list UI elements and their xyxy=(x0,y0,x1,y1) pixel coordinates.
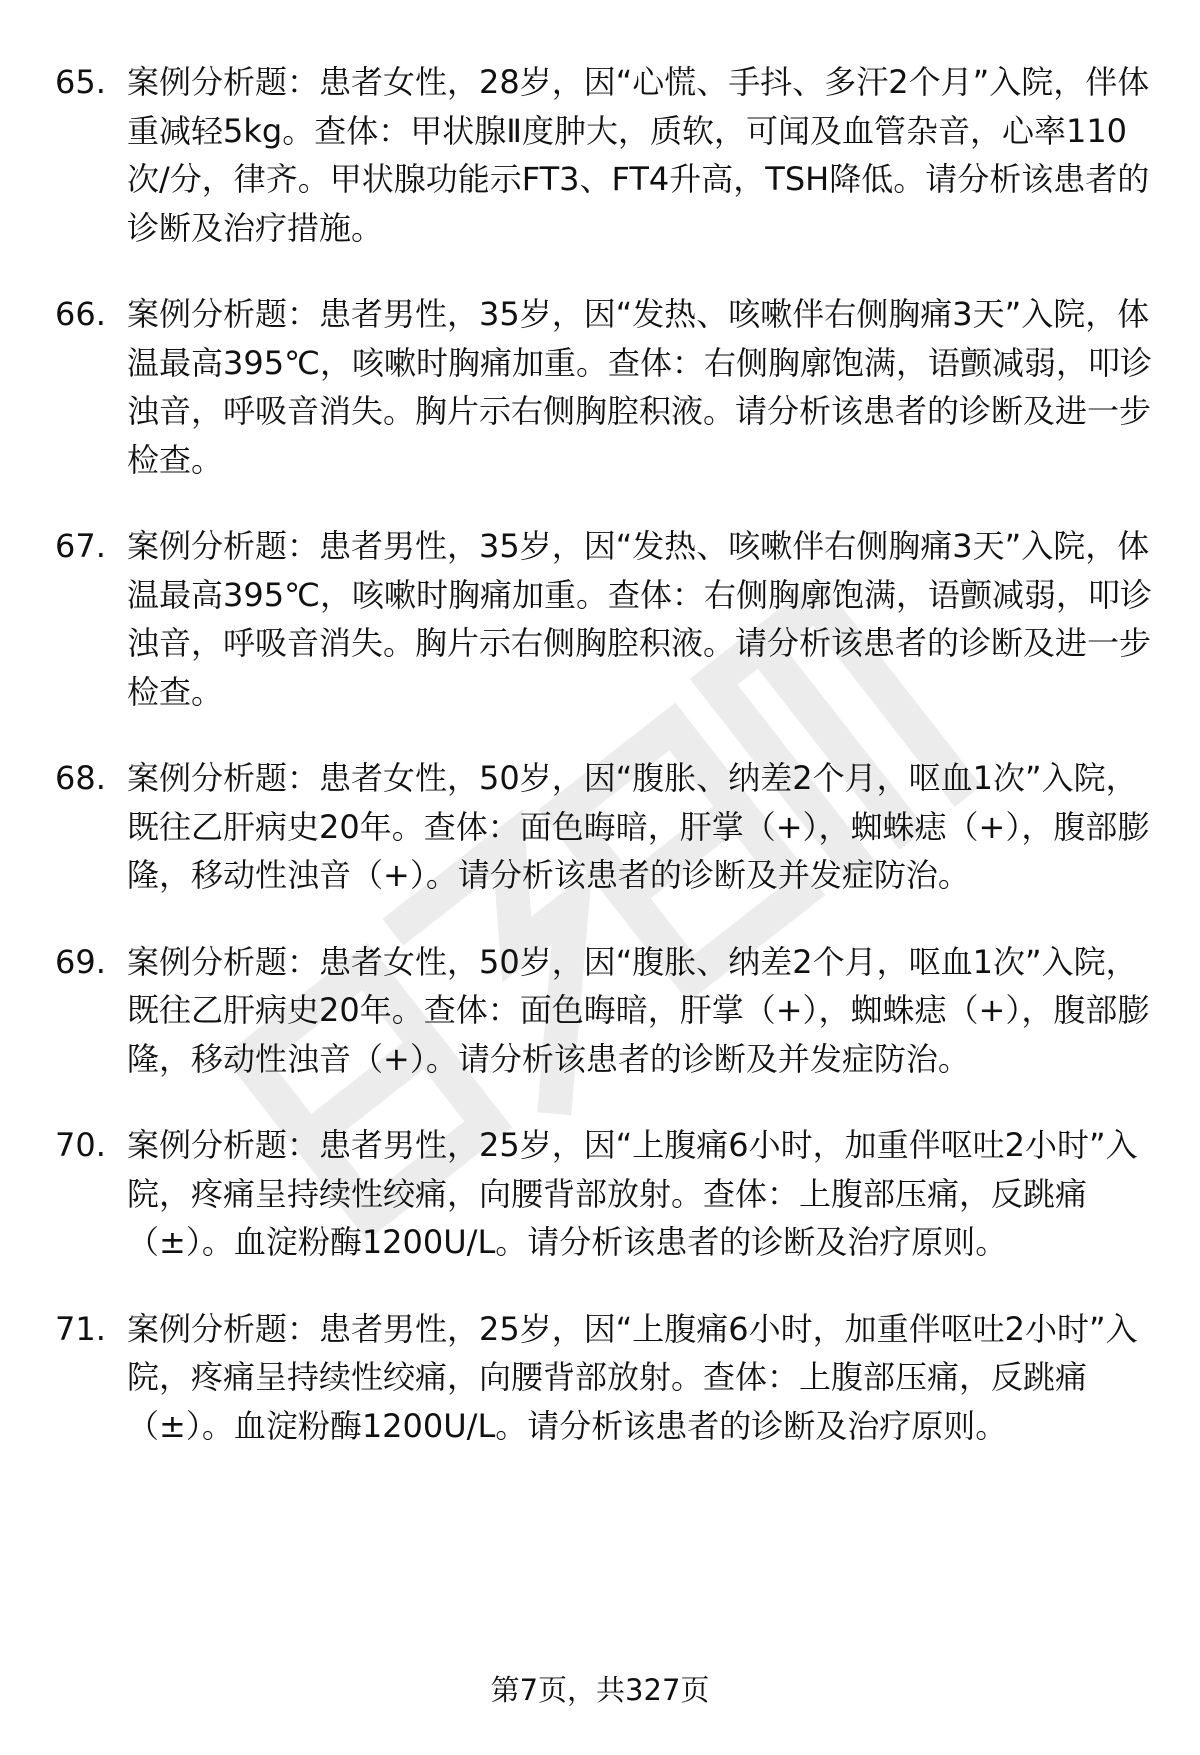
question-number: 70. xyxy=(55,1126,106,1164)
question-text: 案例分析题：患者男性，35岁，因“发热、咳嗽伴右侧胸痛3天”入院，体温最高395℃，咳嗽时胸痛加重。查体：右侧胸廓饱满，语颤减弱，叩诊浊音，呼吸音消失。胸片示右侧胸腔积液。请分析该患者的诊断及进一步检查。 xyxy=(127,295,1153,479)
question-item xyxy=(55,1121,1165,1267)
question-text: 案例分析题：患者女性，50岁，因“腹胀、纳差2个月，呕血1次”入院，既往乙肝病史20年。查体：面色晦暗，肝掌（+），蜘蛛痣（+），腹部膨隆，移动性浊音（+）。请分析该患者的诊断及并发症防治。 xyxy=(127,942,1150,1078)
question-text: 案例分析题：患者女性，50岁，因“腹胀、纳差2个月，呕血1次”入院，既往乙肝病史20年。查体：面色晦暗，肝掌（+），蜘蛛痣（+），腹部膨隆，移动性浊音（+）。请分析该患者的诊断及并发症防治。 xyxy=(127,759,1150,894)
question-number: 65. xyxy=(55,63,106,101)
question-text: 案例分析题：患者男性，25岁，因“上腹痛6小时，加重伴呕吐2小时”入院，疼痛呈持续性绞痛，向腰背部放射。查体：上腹部压痛，反跳痛（±）。血淀粉酶1200U/L。请分析该患者的诊断及治疗原则。 xyxy=(127,1309,1138,1445)
question-list xyxy=(55,58,1165,1488)
question-item xyxy=(55,938,1165,1084)
page-number-label: 第7页，共327页 xyxy=(490,1673,710,1707)
question-number: 71. xyxy=(55,1309,106,1348)
question-item xyxy=(55,754,1165,900)
question-item xyxy=(55,1305,1165,1451)
question-text: 案例分析题：患者女性，28岁，因“心慌、手抖、多汗2个月”入院，伴体重减轻5kg。查体：甲状腺Ⅱ度肿大，质软，可闻及血管杂音，心率110次/分，律齐。甲状腺功能示FT3、FT4升高，TSH降低。请分析该患者的诊断及治疗措施。 xyxy=(127,63,1150,247)
question-item xyxy=(55,522,1165,716)
question-number: 67. xyxy=(55,527,106,565)
question-item xyxy=(55,290,1165,484)
question-number: 68. xyxy=(55,759,106,797)
question-text: 案例分析题：患者男性，35岁，因“发热、咳嗽伴右侧胸痛3天”入院，体温最高395℃，咳嗽时胸痛加重。查体：右侧胸廓饱满，语颤减弱，叩诊浊音，呼吸音消失。胸片示右侧胸腔积液。请分析该患者的诊断及进一步检查。 xyxy=(127,527,1153,711)
question-text: 案例分析题：患者男性，25岁，因“上腹痛6小时，加重伴呕吐2小时”入院，疼痛呈持续性绞痛，向腰背部放射。查体：上腹部压痛，反跳痛（±）。血淀粉酶1200U/L。请分析该患者的诊断及治疗原则。 xyxy=(127,1126,1138,1261)
question-number: 66. xyxy=(55,295,106,333)
question-item xyxy=(55,58,1165,252)
page-footer xyxy=(0,1670,1200,1710)
question-number: 69. xyxy=(55,942,106,981)
